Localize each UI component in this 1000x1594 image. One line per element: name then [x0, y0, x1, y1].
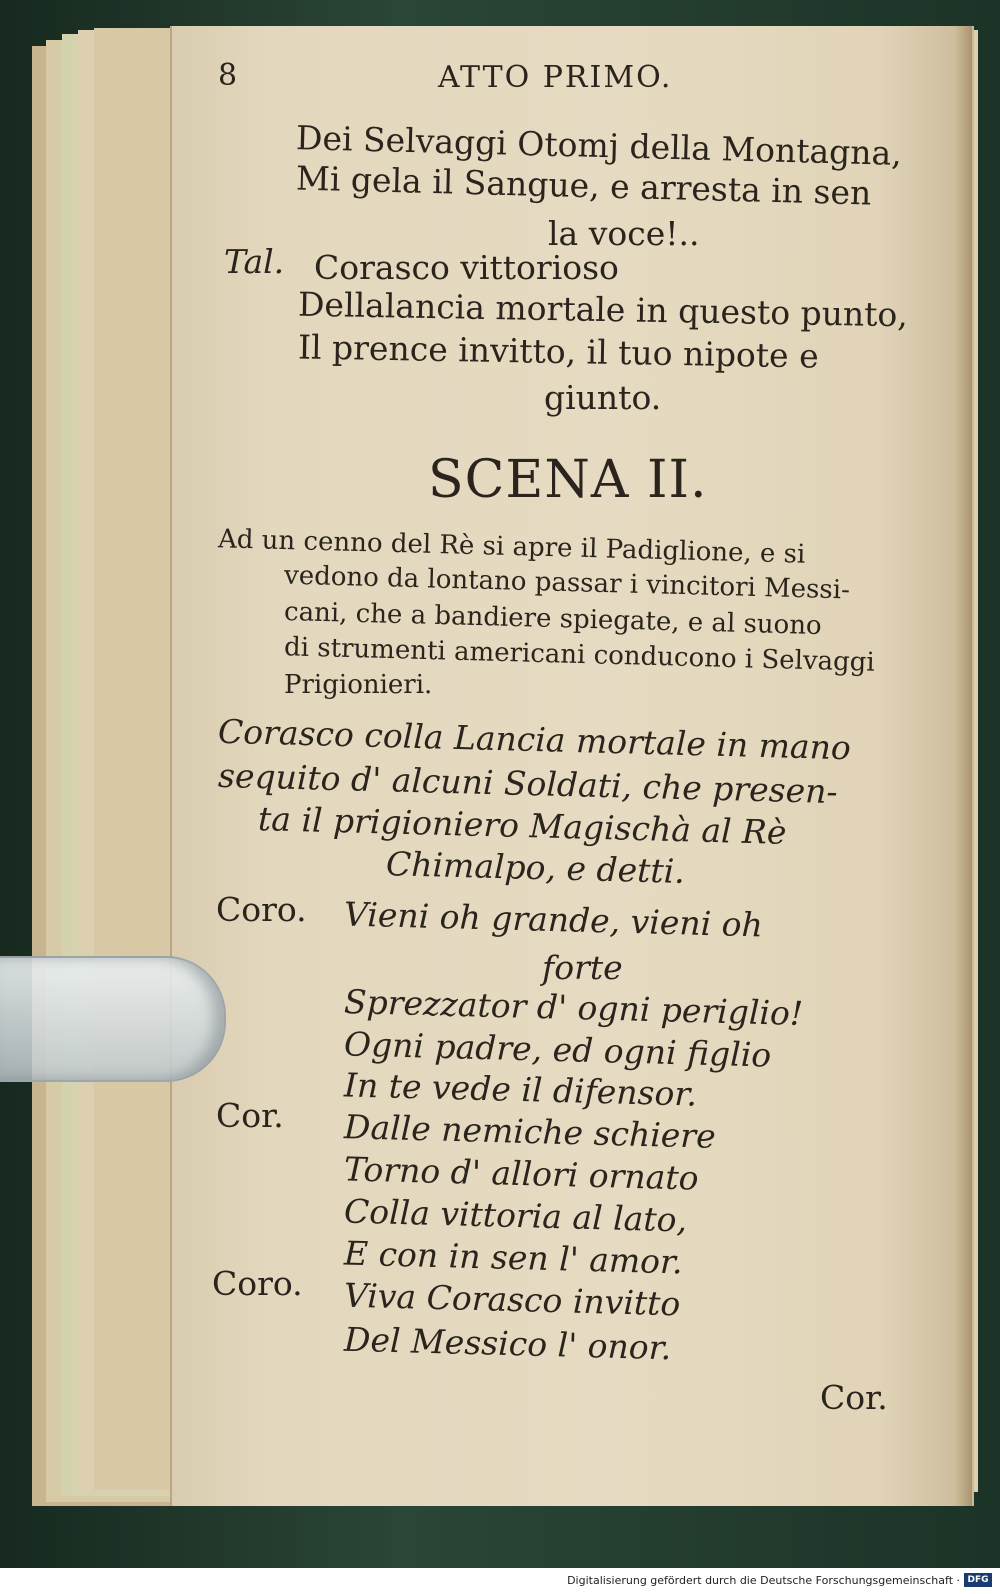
speaker-label: Tal. [224, 242, 285, 281]
verse-line: la voce!.. [548, 214, 700, 253]
catchword: Cor. [820, 1378, 888, 1417]
verse-line: In te vede il difensor. [343, 1065, 698, 1114]
page-number: 8 [218, 58, 240, 93]
verse-line: Dellalancia mortale in questo punto, [297, 284, 909, 335]
verse-line: forte [542, 948, 623, 987]
footer-credit: Digitalisierung gefördert durch die Deutsche Forschungsgemeinschaft · [567, 1574, 960, 1587]
verse-line: Il prence invitto, il tuo nipote e [297, 327, 820, 376]
stage-direction-line: vedono da lontano passar i vincitori Messi- [283, 560, 851, 606]
verse-line: Dei Selvaggi Otomj della Montagna, [295, 118, 903, 173]
entrance-line: sequito d' alcuni Soldati, che presen- [217, 755, 839, 812]
dfg-logo: DFG [964, 1573, 992, 1587]
speaker-label: Coro. [216, 890, 307, 929]
verse-line: Del Messico l' onor. [343, 1319, 672, 1368]
stage-direction-line: Prigionieri. [284, 670, 433, 700]
entrance-line: Chimalpo, e detti. [385, 844, 686, 891]
verse-line: giunto. [544, 378, 662, 417]
verse-line: Viva Corasco invitto [343, 1275, 681, 1324]
speaker-label: Coro. [212, 1264, 303, 1303]
stage-direction-line: Ad un cenno del Rè si apre il Padiglione, e si [217, 524, 806, 570]
verse-line: Colla vittoria al lato, [343, 1191, 688, 1240]
verse-line: E con in sen l' amor. [343, 1233, 684, 1282]
page-clip [0, 956, 226, 1082]
verse-line: Ogni padre, ed ogni figlio [343, 1024, 772, 1075]
stage-direction-line: di strumenti americani conducono i Selvaggi [283, 632, 876, 678]
entrance-line: ta il prigioniero Magischà al Rè [257, 799, 787, 852]
book-gutter [956, 26, 972, 1506]
stage-direction-line: cani, che a bandiere spiegate, e al suono [283, 596, 823, 642]
speaker-label: Cor. [216, 1096, 284, 1135]
verse-line: Dalle nemiche schiere [343, 1107, 717, 1156]
verse-line: Sprezzator d' ogni periglio! [343, 981, 804, 1034]
verse-line: Mi gela il Sangue, e arresta in sen [295, 158, 872, 213]
entrance-line: Corasco colla Lancia mortale in mano [217, 711, 852, 768]
verse-line: Corasco vittorioso [314, 248, 619, 287]
scene-title: SCENA II. [428, 450, 708, 510]
footer-bar [0, 1568, 1000, 1594]
running-title: ATTO PRIMO. [438, 60, 673, 95]
verse-line: Vieni oh grande, vieni oh [343, 894, 764, 945]
verse-line: Torno d' allori ornato [343, 1149, 700, 1198]
